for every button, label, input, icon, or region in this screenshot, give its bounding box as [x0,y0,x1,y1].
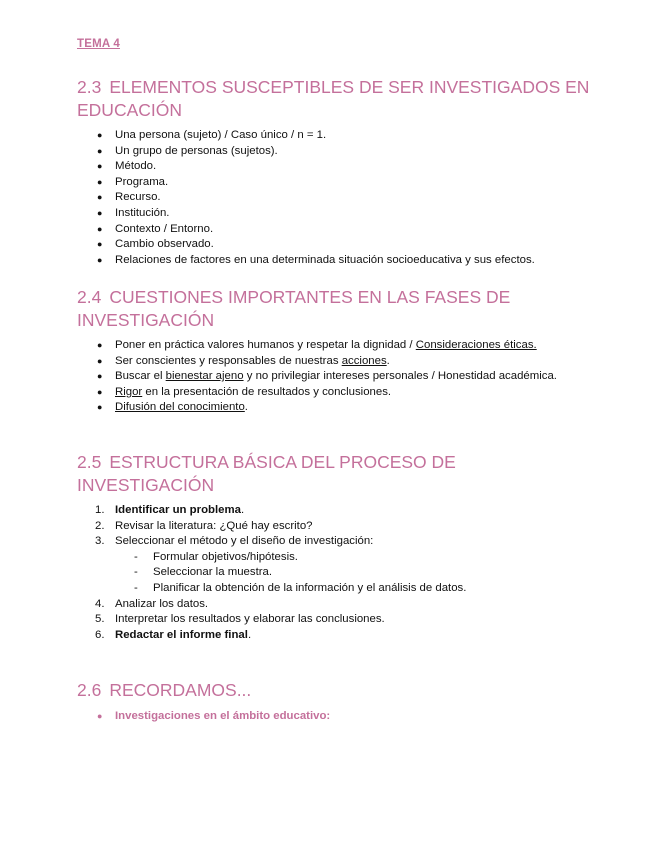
list-item: ● Relaciones de factores en una determinada situación socioeducativa y sus efectos. [77,253,617,269]
elements-list [77,128,617,268]
topic-label: TEMA 4 [77,38,120,50]
bullet-icon: ● [97,254,103,265]
bullet-icon: ● [97,386,103,397]
list-item: ● Institución. [77,206,617,222]
list-item: 6. Redactar el informe final. [95,628,252,641]
list-item: ● Investigaciones en el ámbito educativo: [77,709,330,725]
bullet-icon: ● [97,340,103,350]
questions-list [77,338,617,416]
bullet-icon: ● [97,161,103,172]
section-number: 2.4 [77,287,102,307]
list-item: ● Programa. [77,175,617,191]
list-item: 4. Analizar los datos. [95,597,209,610]
bullet-icon: ● [97,207,103,218]
list-item: ● Una persona (sujeto) / Caso único / n = 1. [77,128,617,144]
bullet-icon: ● [97,130,103,140]
sub-list-item: - Formular objetivos/hipótesis. [134,550,298,563]
list-item: ● Cambio observado. [77,237,617,253]
list-item: ● Método. [77,159,617,175]
bullet-icon: ● [97,402,103,413]
list-item: 5. Interpretar los resultados y elaborar las conclusiones. [95,613,385,626]
bullet-icon: ● [97,145,103,156]
bullet-icon: ● [97,239,103,250]
list-item: ● Difusión del conocimiento. [77,400,617,416]
section-number: 2.5 [77,452,102,472]
list-item: 3. Seleccionar el método y el diseño de investigación: [95,535,374,548]
section-title: RECORDAMOS... [109,680,252,700]
underlined-term: bienestar ajeno [165,370,244,383]
section-heading-2-3 [77,76,597,122]
underlined-term: Difusión del conocimiento [115,401,245,414]
list-item: 2. Revisar la literatura: ¿Qué hay escrito? [95,519,313,532]
section-title: ELEMENTOS SUSCEPTIBLES DE SER INVESTIGADOS EN EDUCACIÓN [77,77,590,120]
section-number: 2.3 [77,77,102,97]
section-heading-2-4 [77,286,597,332]
list-item: ● Poner en práctica valores humanos y respetar la dignidad / Consideraciones éticas. [77,338,617,354]
list-item: ● Contexto / Entorno. [77,222,617,238]
section-title: CUESTIONES IMPORTANTES EN LAS FASES DE INVESTIGACIÓN [77,287,511,330]
bullet-icon: ● [97,711,103,721]
underlined-term: Consideraciones éticas. [415,339,537,351]
underlined-term: acciones [341,354,387,367]
bullet-icon: ● [97,176,103,187]
list-item: ● Recurso. [77,190,617,206]
list-item: ● Un grupo de personas (sujetos). [77,144,617,160]
list-item: 1. Identificar un problema. [95,504,245,516]
section-title: ESTRUCTURA BÁSICA DEL PROCESO DE INVESTIGACIÓN [77,452,456,495]
list-item: ● Buscar el bienestar ajeno y no privilegiar intereses personales / Honestidad académica. [77,369,617,385]
list-item: ● Rigor en la presentación de resultados y conclusiones. [77,385,617,401]
list-item: ● Ser conscientes y responsables de nuestras acciones. [77,354,617,370]
process-steps-list [77,503,617,643]
section-heading-2-5 [77,451,597,497]
bullet-icon: ● [97,223,103,234]
sub-list-item: - Planificar la obtención de la información y el análisis de datos. [134,581,467,594]
section-heading-2-6 [77,679,597,702]
section-number: 2.6 [77,680,102,700]
bullet-icon: ● [97,192,103,203]
underlined-term: Rigor [115,385,143,398]
sub-list-item: - Seleccionar la muestra. [134,566,273,579]
bullet-icon: ● [97,355,103,366]
bullet-icon: ● [97,371,103,382]
